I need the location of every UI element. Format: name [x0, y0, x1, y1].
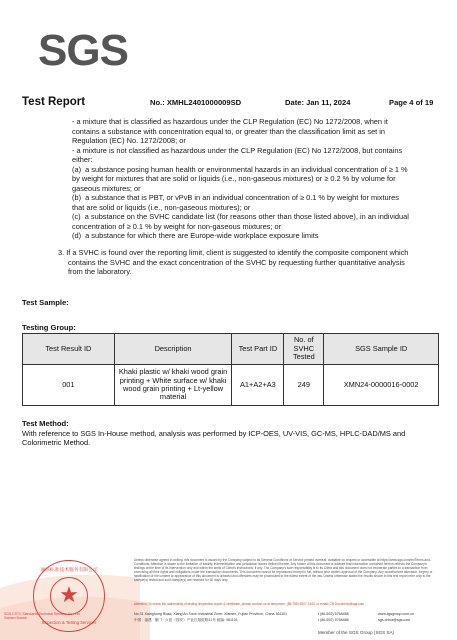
- test-result-id-cell: 001: [23, 365, 115, 406]
- column-header: SGS Sample ID: [324, 334, 439, 365]
- text-line: - a mixture is not classified as hazardous under the CLP Regulation (EC) No 1272/2008, but contains: [72, 145, 403, 155]
- email-link[interactable]: sgs.china@sgs.com: [378, 618, 411, 622]
- text-line: by weight for mixtures that are solid or liquids (i.e., non-gaseous mixtures) or ≥ 0.2 % by volume for: [72, 174, 396, 183]
- report-date: Date: Jan 11, 2024: [285, 98, 351, 107]
- description-cell: Khaki plastic w/ khaki wood grain printing + White surface w/ khaki wood grain printing + Lt-yellow material: [114, 365, 232, 406]
- test-method-text: With reference to SGS In-House method, analysis was performed by ICP-OES, UV-VIS, GC-MS, HPLC-DAD/MS and Colorimetric Method.: [22, 429, 406, 448]
- point-3-line: contains the SVHC and the exact concentration of the SVHC by requesting further quantitative analysis: [68, 257, 405, 267]
- text-line: - a mixture that is classified as hazardous under the CLP Regulation (EC) No 1272/2008, when it: [72, 117, 388, 126]
- text-line: that are solid or liquids (i.e., non-gaseous mixtures); or: [72, 202, 251, 212]
- test-sample-label: Test Sample:: [22, 298, 69, 307]
- text-line: (d) a substance for which there are Europe-wide workplace exposure limits: [72, 231, 319, 240]
- text-line: gaseous mixtures; or: [72, 183, 141, 193]
- text-line: concentration of ≥ 0.1 % by weight for non-gaseous mixtures; or: [72, 221, 282, 231]
- company-name-footer: [4, 612, 81, 620]
- phone-line: t (86-592) 5768488: [318, 612, 349, 616]
- text-line: (c) a substance on the SVHC candidate list (for reasons other than those listed above), in an individual: [72, 212, 409, 221]
- text-line: contains a substance with concentration equal to, or greater than the classification limit as set in: [72, 126, 386, 136]
- page-indicator: Page 4 of 19: [389, 98, 434, 107]
- point-3-line: from the laboratory.: [68, 267, 132, 276]
- seal-bottom-text: Inspection & Testing Services: [41, 620, 97, 625]
- column-header: No. of SVHC Tested: [284, 334, 324, 365]
- address-chinese: 中国 · 福建 · 厦门 · 火炬（翔安）产业区翔虹路31号 邮编: 361101: [134, 618, 238, 622]
- terms-fine-print: Unless otherwise agreed in writing, this document is issued by the Company subject to its General Conditions of Service printed overleaf, available on request or accessible at https://www.sgs.com/en/Terms-and-Conditions. Attention is drawn to the limitation of liability, indemnification and jurisdiction issues defined therein. Any holder of this document is advised that information contained hereon reflects the Company's findings at the time of its intervention only and within the limits of Client's instructions, if any. The Company's sole responsibility is to its Client and this document does not exonerate parties to a transaction from exercising all their rights and obligations under the transaction documents. This document cannot be reproduced except in full, without prior written approval of the Company. Any unauthorized alteration, forgery or falsification of the content or appearance of this document is unlawful and offenders may be prosecuted to the fullest extent of the law. Unless otherwise stated the results shown in this test report refer only to the sample(s) tested and such sample(s) are retained for 30 days only.: [134, 558, 433, 583]
- address-english: No.31 Xianghong Road, Xiang'An Torch Industrial Zone, Xiamen, Fujian Province, China 361101: [134, 612, 288, 616]
- member-notice: Member of the SGS Group (SGS SA): [318, 630, 395, 635]
- text-line: Regulation (EC) No. 1272/2008; or: [72, 136, 186, 145]
- seal-top-text: 通标标准技术服务有限公司: [40, 568, 98, 573]
- test-part-id-cell: A1+A2+A3: [232, 365, 284, 406]
- testing-group-table: [22, 333, 439, 406]
- website-link[interactable]: www.sgsgroup.com.cn: [378, 612, 414, 616]
- report-title: Test Report: [22, 96, 86, 108]
- report-number: No.: XMHL2401000009SD: [150, 98, 242, 107]
- column-header: Test Part ID: [232, 334, 284, 365]
- point-3-line: 3. If a SVHC is found over the reporting limit, client is suggested to identify the composite component which: [58, 248, 409, 257]
- sgs-sample-id-cell: XMN24-0000016-0002: [324, 365, 439, 406]
- text-line: either:: [72, 155, 93, 164]
- text-line: (a) a substance posing human health or environmental hazards in an individual concentration of ≥ 1 %: [72, 164, 408, 174]
- table-header-row: [23, 334, 439, 365]
- text-line: (b) a substance that is PBT, or vPvB in an individual concentration of ≥ 0.1 % by weight for mixtures: [72, 193, 399, 202]
- report-header: [0, 96, 457, 110]
- test-method-label: Test Method:: [22, 419, 69, 428]
- sgs-logo: SGS: [38, 26, 128, 75]
- svhc-count-cell: 249: [284, 365, 324, 406]
- authenticity-notice: Attention: To check the authenticity of testing /inspection report & certificate, please contact us at telephone: (86-755) 8307 1443, or email: CN.Doccheck@sgs.com: [134, 602, 365, 606]
- phone-line: t (86-592) 5768488: [318, 618, 349, 622]
- branch-name-line: Xiamen Branch: [4, 616, 28, 621]
- column-header: Test Result ID: [23, 334, 115, 365]
- table-row: [23, 365, 439, 406]
- testing-group-label: Testing Group:: [22, 323, 76, 332]
- company-name-line: SGS-CSTC Standards Technical Services Co., Ltd.: [4, 612, 81, 616]
- column-header: Description: [114, 334, 232, 365]
- star-icon: ★: [59, 582, 79, 607]
